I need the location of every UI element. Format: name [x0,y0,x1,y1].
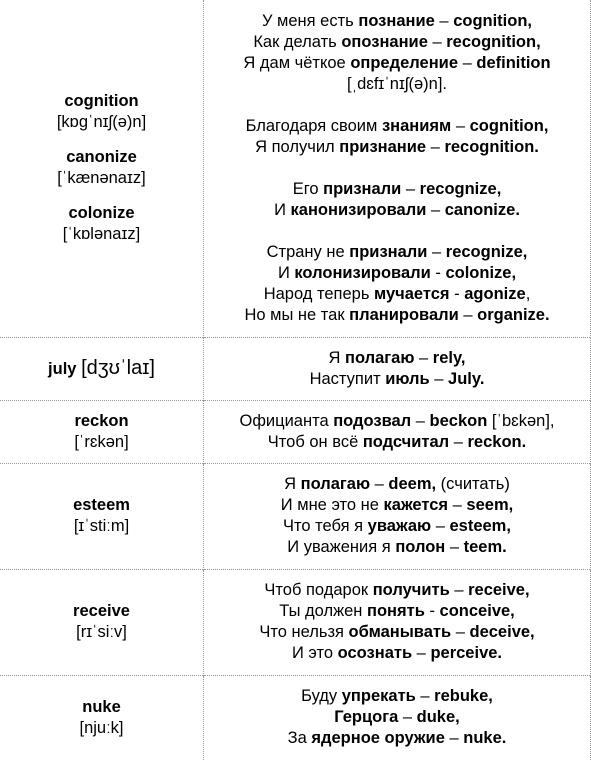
russian-word: колонизировали [294,263,431,282]
poem-line [204,643,590,664]
russian-word: уважаю [367,517,432,535]
headword: reckon [74,411,129,430]
headword: esteem [73,496,130,514]
russian-word: канонизировали [290,200,427,219]
line-text: Официанта [239,411,334,430]
english-word: July. [448,369,485,388]
line-text: Буду [301,687,342,706]
poem-line [204,11,590,32]
line-text: Я получил [255,137,340,156]
word-cell [0,337,204,400]
line-text: За [287,729,312,748]
word-cell [0,0,204,337]
russian-word: определение [350,53,458,72]
poem-line [204,242,590,263]
poem-line [204,516,590,537]
word-cell [0,400,204,463]
dash: – [448,496,467,514]
stanza [204,474,590,558]
word-entry [0,495,203,537]
russian-word: познание [358,11,435,30]
transcription: [ˈkænənaɪz] [57,169,146,188]
russian-word: признание [339,137,427,156]
word-entry [0,697,203,739]
dash: - [424,602,440,620]
poem-cell [204,400,591,463]
line-text: У меня есть [261,11,359,30]
poem-line [204,116,590,137]
russian-word: подозвал [333,411,412,430]
headword: receive [73,602,130,620]
stanza [204,686,590,749]
poem-line [204,305,590,326]
dash: – [451,116,470,135]
dash: – [398,708,417,727]
dash: – [449,581,469,599]
russian-word: кажется [383,496,449,514]
line-text: Но мы не так [244,305,350,324]
russian-word: обманывать [348,623,452,641]
transcription: [njuːk] [79,718,124,737]
line-text: Чтоб он всё [267,432,363,451]
russian-word: полагаю [300,475,371,493]
word-entry [0,601,203,643]
english-word: beckon [429,411,488,430]
word-entry [0,203,203,245]
dash: – [401,179,420,198]
poem-line [204,537,590,558]
stanza [204,580,590,664]
table-row [0,463,591,569]
poem-line [204,263,590,284]
line-text: Его [292,179,324,198]
russian-word: опознание [341,32,428,51]
poem-cell [204,337,591,400]
line-text: Что нельзя [259,623,349,641]
table-row [0,569,591,675]
stanza [204,179,590,221]
line-text: Я дам чёткое [243,53,351,72]
english-word: recognition. [444,137,539,156]
line-text: Ты должен [279,602,367,620]
russian-word: ядерное оружие [311,729,445,748]
dash: – [451,623,470,641]
dash: – [444,729,464,748]
line-text: Я [328,348,345,367]
word-cell [0,463,204,569]
transcription: [rɪˈsiːv] [76,623,127,641]
english-word: duke, [416,708,460,727]
russian-word: признали [323,179,402,198]
english-word: rely, [432,348,466,367]
headword: july [48,359,77,378]
dash: – [431,517,450,535]
word-cell [0,675,204,760]
dash: – [458,53,477,72]
poem-line [204,200,590,221]
word-entry [0,147,203,189]
headword: nuke [82,697,121,716]
dash: – [426,200,445,219]
stanza [204,116,590,158]
word-entry [0,411,203,453]
poem-cell [204,463,591,569]
headword: colonize [68,204,135,223]
headword: cognition [64,92,139,111]
poem-line [204,53,590,74]
dash: – [427,242,446,261]
dash: – [415,687,435,706]
dash: – [458,305,478,324]
headword: canonize [66,148,137,167]
word-cell [0,569,204,675]
dash: – [429,369,449,388]
line-text: И мне это не [280,496,384,514]
dash: – [427,32,447,51]
english-word: perceive. [430,644,503,662]
dash: – [445,538,464,556]
russian-word: понять [367,602,425,620]
dash: - [430,263,446,282]
line-text: И уважения я [287,538,396,556]
poem-line [204,728,590,749]
poem-line [204,707,590,728]
line-text: Я [284,475,301,493]
russian-word: получить [372,581,450,599]
english-word: esteem, [449,517,511,535]
poem-line [204,495,590,516]
line-text: Что тебя я [283,517,368,535]
poem-line [204,369,590,390]
english-word: receive, [468,581,530,599]
table-row [0,400,591,463]
poem-line [204,411,590,432]
stanza [204,411,590,453]
english-word: deem, [388,475,437,493]
poem-line [204,74,590,95]
line-tail: [ˈbɛkən], [487,411,555,430]
english-word: colonize, [445,263,517,282]
russian-word: полон [395,538,446,556]
poem-line [204,601,590,622]
dash: – [426,137,445,156]
transcription: [ɪˈstiːm] [73,517,130,535]
russian-word: подсчитал [362,432,450,451]
english-word: cognition, [453,11,533,30]
russian-word: полагаю [344,348,415,367]
russian-word: осознать [337,644,413,662]
line-text: Страну не [266,242,350,261]
russian-word: Герцога [334,708,399,727]
poem-cell [204,0,591,337]
poem-line [204,32,590,53]
english-word: recognize, [445,242,528,261]
word-entry [0,358,203,380]
dash: – [370,475,389,493]
line-text: [ˌdɛfɪˈnɪʃ(ə)n]. [347,74,447,93]
word-entry [0,91,203,133]
poem-line [204,284,590,305]
table-row [0,337,591,400]
line-tail: (считать) [436,475,510,493]
russian-word: планировали [349,305,459,324]
russian-word: признали [349,242,428,261]
russian-word: мучается [374,284,450,303]
table-row [0,0,591,337]
transcription: [kɒɡˈnɪʃ(ə)n] [56,113,147,132]
line-text: И это [291,644,338,662]
poem-line [204,137,590,158]
dash: – [412,644,431,662]
english-word: canonize. [444,200,520,219]
transcription: [ˈrɛkən] [74,432,129,451]
line-text: И [274,200,291,219]
line-tail: , [525,284,531,303]
english-word: cognition, [469,116,549,135]
english-word: recognize, [419,179,502,198]
russian-word: упрекать [341,687,416,706]
poem-line [204,622,590,643]
english-word: conceive, [439,602,515,620]
english-word: teem. [463,538,507,556]
dash: – [449,432,468,451]
stanza [204,11,590,95]
line-text: Чтоб подарок [264,581,373,599]
english-word: definition [476,53,551,72]
line-text: И [277,263,295,282]
stanza [204,348,590,390]
stanza [204,242,590,326]
transcription: [ˈkɒlənaɪz] [62,225,141,244]
dash: – [414,348,433,367]
line-text: Народ теперь [263,284,375,303]
poem-line [204,580,590,601]
english-word: rebuke, [434,687,493,706]
table-row [0,675,591,760]
poem-line [204,474,590,495]
transcription: [dʒʊˈlaɪ] [81,356,155,379]
line-text: Как делать [253,32,342,51]
poem-line [204,348,590,369]
english-word: recognition, [446,32,541,51]
english-word: seem, [466,496,514,514]
word-line [0,358,203,380]
russian-word: знаниям [381,116,452,135]
english-word: deceive, [469,623,535,641]
russian-word: июль [385,369,430,388]
english-word: nuke. [463,729,507,748]
poem-cell [204,569,591,675]
dash: – [434,11,454,30]
poem-line [204,686,590,707]
dash: - [449,284,465,303]
english-word: organize. [477,305,550,324]
poem-cell [204,675,591,760]
dash: – [411,411,430,430]
line-text: Благодаря своим [245,116,382,135]
english-word: agonize [464,284,526,303]
poem-line [204,179,590,200]
english-word: reckon. [467,432,527,451]
line-text: Наступит [309,369,386,388]
poem-line [204,432,590,453]
